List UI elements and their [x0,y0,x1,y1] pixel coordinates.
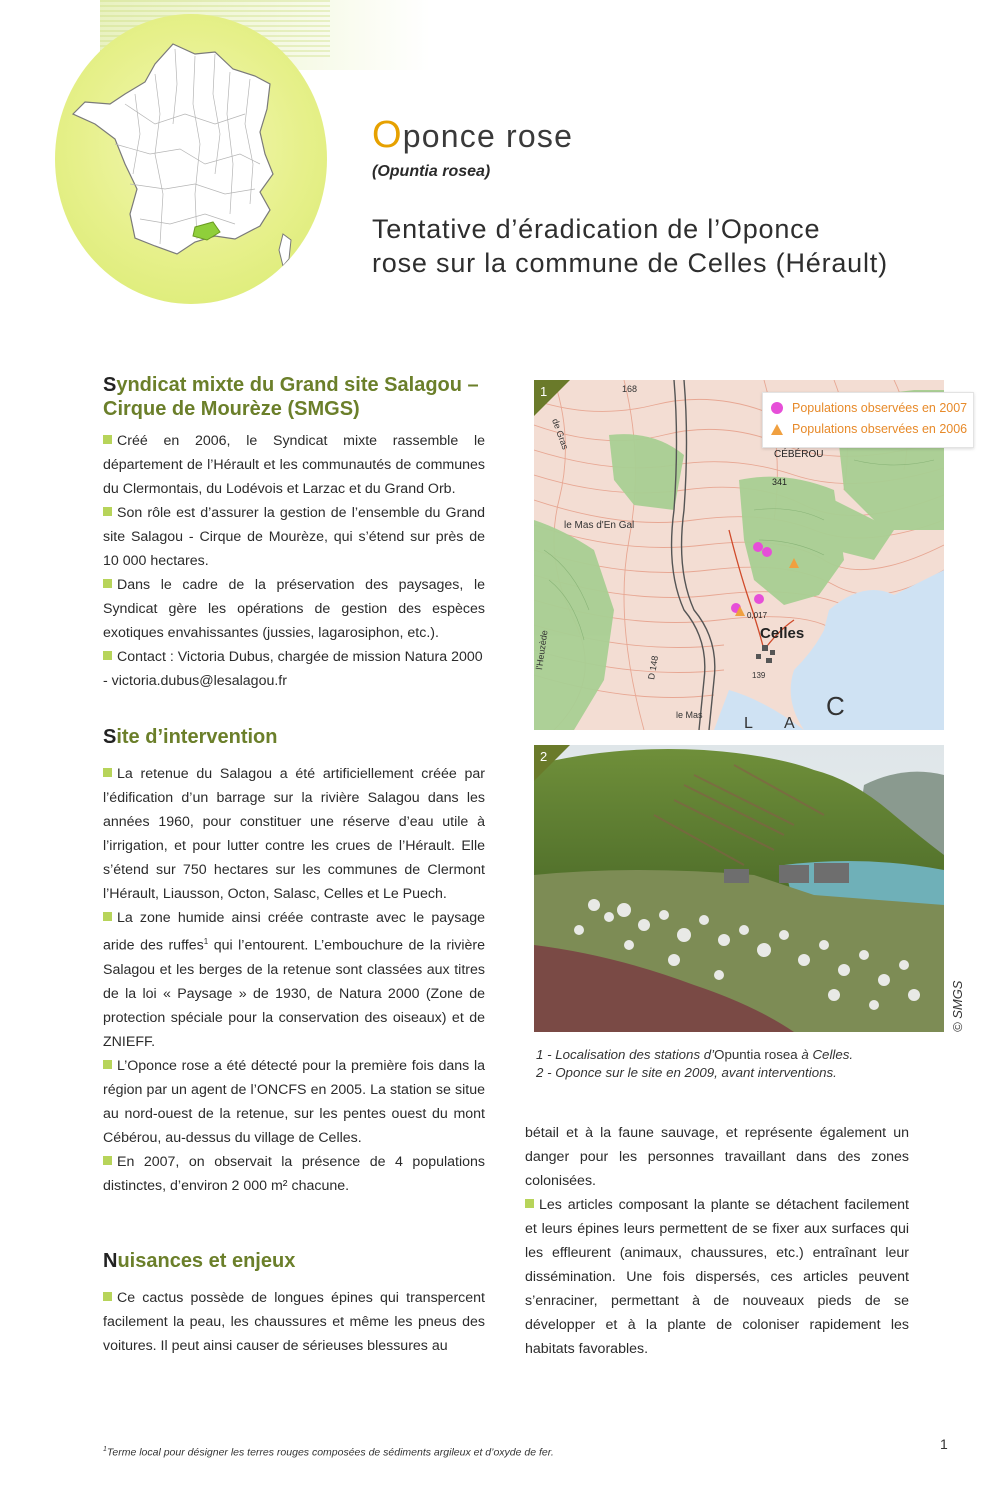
smgs-body [103,429,485,693]
right-column-body [525,1121,909,1361]
title-initial: O [372,114,403,156]
paragraph [103,1054,485,1150]
france-map-icon [55,14,327,304]
bullet-square-icon [103,435,112,444]
latin-name: (Opuntia rosea) [372,163,491,180]
map-label-lake: C [826,691,845,721]
paragraph [103,429,485,501]
footnote-reference[interactable]: 1 [203,937,209,946]
site-photo [534,745,944,1032]
heading-text: ite d’intervention [116,726,278,748]
france-location-map [55,14,327,304]
footnote-text: Terme local pour désigner les terres rouges composées de sédiments argileux et d’oxyde de fer. [106,1446,554,1459]
paragraph-text: L’Oponce rose a été détecté pour la première fois dans la région par un agent de l’ONCFS en 2005. La station se situe au nord-ouest de la retenue, sur les pentes ouest du mont Cébérou, au-dessus du village de Celles. [103,1057,485,1146]
paragraph-text: Ce cactus possède de longues épines qui transpercent facilement la peau, les chaussures et même les pneus des voitures. Il peut ainsi causer de sérieuses blessures au [103,1290,485,1354]
contact-text[interactable]: Contact : Victoria Dubus, chargée de mission Natura 2000 - victoria.dubus@lesalagou.fr [103,649,483,689]
nuisances-body [103,1286,485,1358]
footnote-mark: 1 [103,1446,107,1453]
paragraph-text: qui l’entourent. L’embouchure de la rivière Salagou et les berges de la retenue sont classées aux titres de la loi « Paysage » de 1930, de Natura 2000 (Zone de protection spéciale pour la conservation des oiseaux) et de ZNIEFF. [103,937,485,1050]
site-body [103,762,485,1198]
heading-initial: S [103,726,117,748]
figure-caption [536,1046,853,1082]
map-road-label: D 148 [646,654,661,681]
badge-number: 2 [540,749,548,764]
paragraph [103,573,485,645]
map-label-lemas: le Mas [676,710,703,720]
caption-line-1 [536,1046,853,1064]
paragraph-text: Dans le cadre de la préservation des paysages, le Syndicat gère les opérations de gestion des espèces exotiques envahissantes (jussies, lagarosiphon, etc.). [103,577,485,641]
page-title [372,114,573,157]
caption-line-2: 2 - Oponce sur le site en 2009, avant interventions. [536,1065,837,1080]
section-heading-smgs [103,373,479,421]
caption-text: à Celles. [797,1047,854,1062]
paragraph [525,1121,909,1193]
landscape-photo-graphic [534,745,944,1032]
marker-2007 [753,542,763,552]
bullet-square-icon [103,1156,112,1165]
figure-badge-2 [534,745,570,781]
paragraph [103,501,485,573]
paragraph [525,1193,909,1361]
bullet-square-icon [103,1060,112,1069]
title-rest: ponce rose [402,118,574,154]
bullet-square-icon [103,768,112,777]
subtitle-line-2: rose sur la commune de Celles (Hérault) [372,248,888,278]
paragraph-text: Créé en 2006, le Syndicat mixte rassemble le département de l’Hérault et les communautés de communes du Clermontais, du Lodévois et Larzac et du Grand Orb. [103,433,485,497]
heading-text-line2: Cirque de Mourèze (SMGS) [103,398,360,420]
page-number: 1 [940,1436,948,1452]
legend-label: Populations observées en 2006 [792,422,968,436]
bullet-square-icon [103,912,112,921]
paragraph-text: Les articles composant la plante se détachent facilement et leurs épines leurs permettent de se fixer aux surfaces qui les effleurent (animaux, chaussures, etc.) entraînant leur dissémination. Une fois dispersés, ces articles peuvent s’enraciner, permettant à de nouveaux pieds de se développer et à la plante de coloniser rapidement les habitats favorables. [525,1197,909,1357]
legend-item-2007 [771,401,967,415]
marker-2007 [762,547,772,557]
footnote [103,1446,554,1459]
heading-text: yndicat mixte du Grand site Salagou – [116,374,479,396]
paragraph [103,762,485,906]
bullet-square-icon [103,651,112,660]
bullet-square-icon [525,1199,534,1208]
section-heading-nuisances [103,1249,295,1273]
bullet-square-icon [103,507,112,516]
paragraph-text: Son rôle est d’assurer la gestion de l’ensemble du Grand site Salagou - Cirque de Mourèze, qui s’étend sur près de 10 000 hectares. [103,505,485,569]
map-legend [762,392,974,448]
paragraph-text: En 2007, on observait la présence de 4 populations distinctes, d’environ 2 000 m² chacune. [103,1153,485,1194]
map-altitude: 341 [772,477,788,487]
caption-species: Opuntia rosea [714,1047,798,1062]
map-altitude: 0,017 [747,611,768,620]
section-heading-site [103,725,277,749]
bullet-square-icon [103,1292,112,1301]
legend-item-2006 [771,422,967,436]
heading-initial: N [103,1250,118,1272]
paragraph-text: La zone humide ainsi créée contraste avec le paysage aride des ruffes [103,910,485,954]
map-label-gras: de Gras [550,417,571,451]
map-label-heuzede: l'Heuzède [534,629,550,671]
heading-text: uisances et enjeux [117,1250,296,1272]
heading-initial: S [103,374,117,396]
paragraph [103,645,485,693]
paragraph-text: bétail et à la faune sauvage, et représente également un danger pour les personnes travaillant dans des zones colonisées. [525,1125,909,1189]
page-subtitle [372,212,972,280]
photo-credit: © SMGS [950,980,965,1032]
map-label-ceberou: CÉBÉROU [774,449,824,460]
figure-badge-1 [534,380,570,416]
paragraph [103,1286,485,1358]
bullet-square-icon [103,579,112,588]
map-label-lake: A [784,715,795,730]
map-label-lake: L [744,715,753,730]
paragraph-text: La retenue du Salagou a été artificiellement créée par l’édification d’un barrage sur la rivière Salagou dans les années 1960, pour constituer une réserve d’eau utile à l’irrigation, et pour lutter contre les crues de l’Hérault. Elle s’étend sur 750 hectares sur les communes de Clermont l’Hérault, Liausson, Octon, Salasc, Celles et Le Puech. [103,766,485,902]
map-altitude: 139 [752,671,766,680]
subtitle-line-1: Tentative d’éradication de l’Oponce [372,214,821,244]
legend-label: Populations observées en 2007 [792,401,968,415]
map-altitude: 168 [622,384,638,394]
pink-dot-icon [771,402,783,414]
map-label-mas: le Mas d'En Gal [564,520,635,531]
paragraph [103,1150,485,1198]
badge-number: 1 [540,384,548,399]
map-label-celles: Celles [760,625,805,642]
orange-triangle-icon [771,424,783,435]
paragraph [103,906,485,1054]
marker-2007 [754,594,764,604]
caption-text: 1 - Localisation des stations d’ [536,1047,715,1062]
